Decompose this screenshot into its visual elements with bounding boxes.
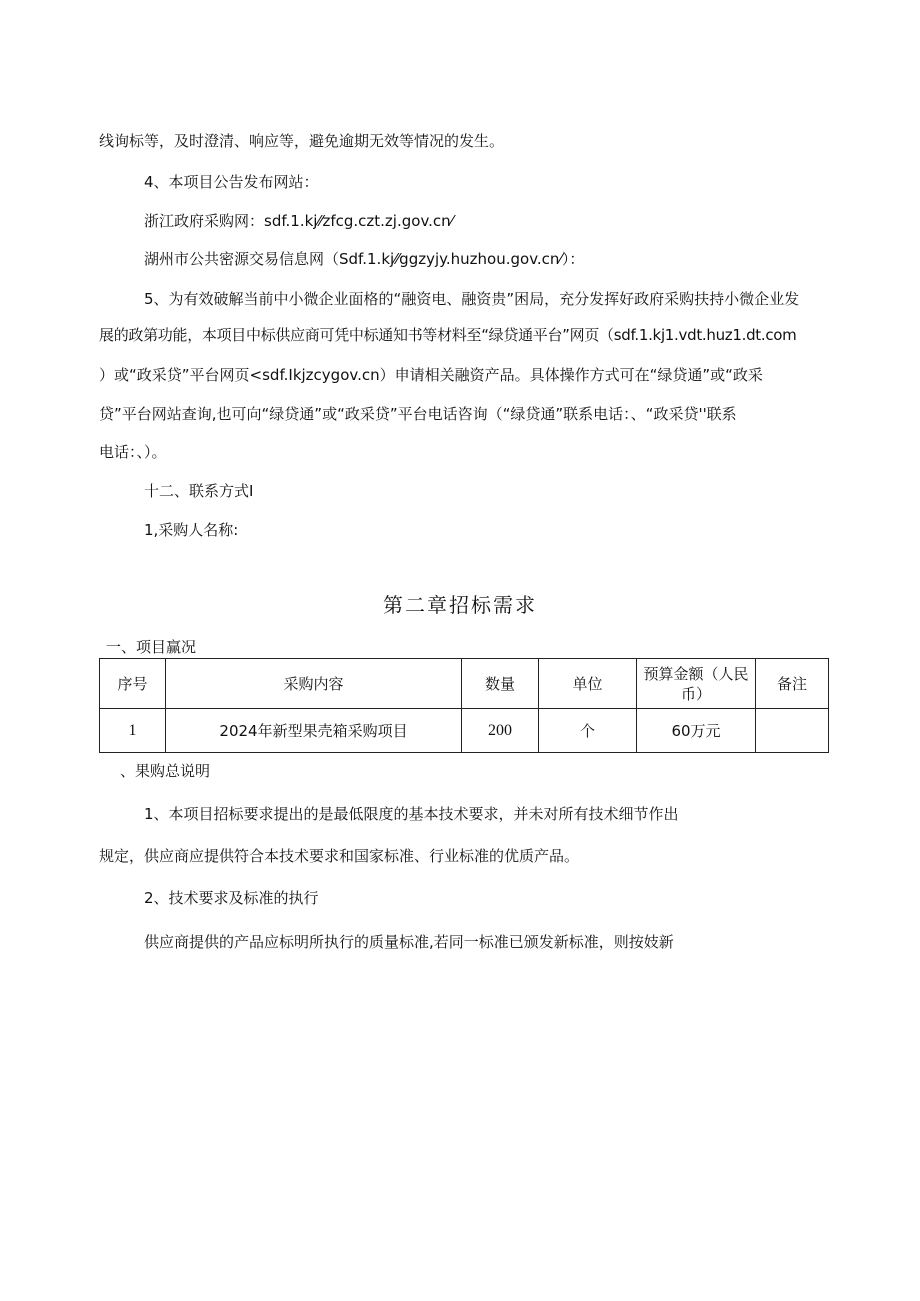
table-row [100,709,829,753]
paragraph-line: 供应商提供的产品应标明所执行的质量标准,若同一标准已颁发新标准，则按妓新 [144,933,674,951]
paragraph-line: 1,采购人名称: [144,521,239,539]
paragraph-line: 4、本项目公告发布网站： [144,173,319,191]
table-header-cell: 备注 [756,659,829,709]
table-cell: 60万元 [637,709,756,753]
table-header-cell: 序号 [100,659,166,709]
table-header-cell: 采购内容 [166,659,462,709]
chapter-title: 第二章招标需求 [383,593,537,617]
paragraph-line: 5、为有效破解当前中小微企业面格的“融资电、融资贵”困局，充分发挥好政府采购扶持小微企业发 [144,290,800,308]
paragraph-line: 浙江政府采购网：sdf.1.kj⁄⁄zfcg.czt.zj.gov.cn⁄ [144,212,454,230]
paragraph-line: ）或“政采贷”平台网页<sdf.Ikjzcygov.cn）申请相关融资产品。具体操作方式可在“绿贷通”或“政采 [99,366,763,384]
paragraph-line: 贷”平台网站查询,也可向“绿贷通”或“政采贷”平台电话咨询（“绿贷通”联系电话：、“政采贷''联系 [99,405,737,423]
section-heading: 、果购总说明 [120,762,211,780]
table-header-row [100,659,829,709]
paragraph-line: 展的政第功能，本项目中标供应商可凭中标通知书等材料至“绿贷通平台”网页（sdf.1.kj1.vdt.huz1.dt.com [99,326,797,344]
table-cell: 200 [462,709,539,753]
table-header-cell: 预算金额（人民币） [637,659,756,709]
table-header-cell: 数量 [462,659,539,709]
table-header-cell: 单位 [539,659,637,709]
table-cell [756,709,829,753]
paragraph-line: 线询标等，及时澄清、响应等，避免逾期无效等情况的发生。 [99,132,505,150]
requirements-table [99,658,829,753]
paragraph-line: 1、本项目招标要求提出的是最低限度的基本技术要求，并未对所有技术细节作出 [144,805,679,823]
section-heading: 一、项目赢况 [106,638,197,656]
table-cell: 个 [539,709,637,753]
paragraph-line: 湖州市公共密源交易信息网（Sdf.1.kj⁄⁄ggzyjy.huzhou.gov.cn⁄）： [144,250,585,268]
paragraph-line: 规定，供应商应提供符合本技术要求和国家标准、行业标准的优质产品。 [99,847,580,865]
paragraph-line: 电话：、）。 [99,443,167,461]
section-heading: 十二、联系方式I [144,482,254,500]
table-cell: 1 [100,709,166,753]
paragraph-line: 2、技术要求及标准的执行 [144,889,319,907]
table-cell: 2024年新型果壳箱采购项目 [166,709,462,753]
